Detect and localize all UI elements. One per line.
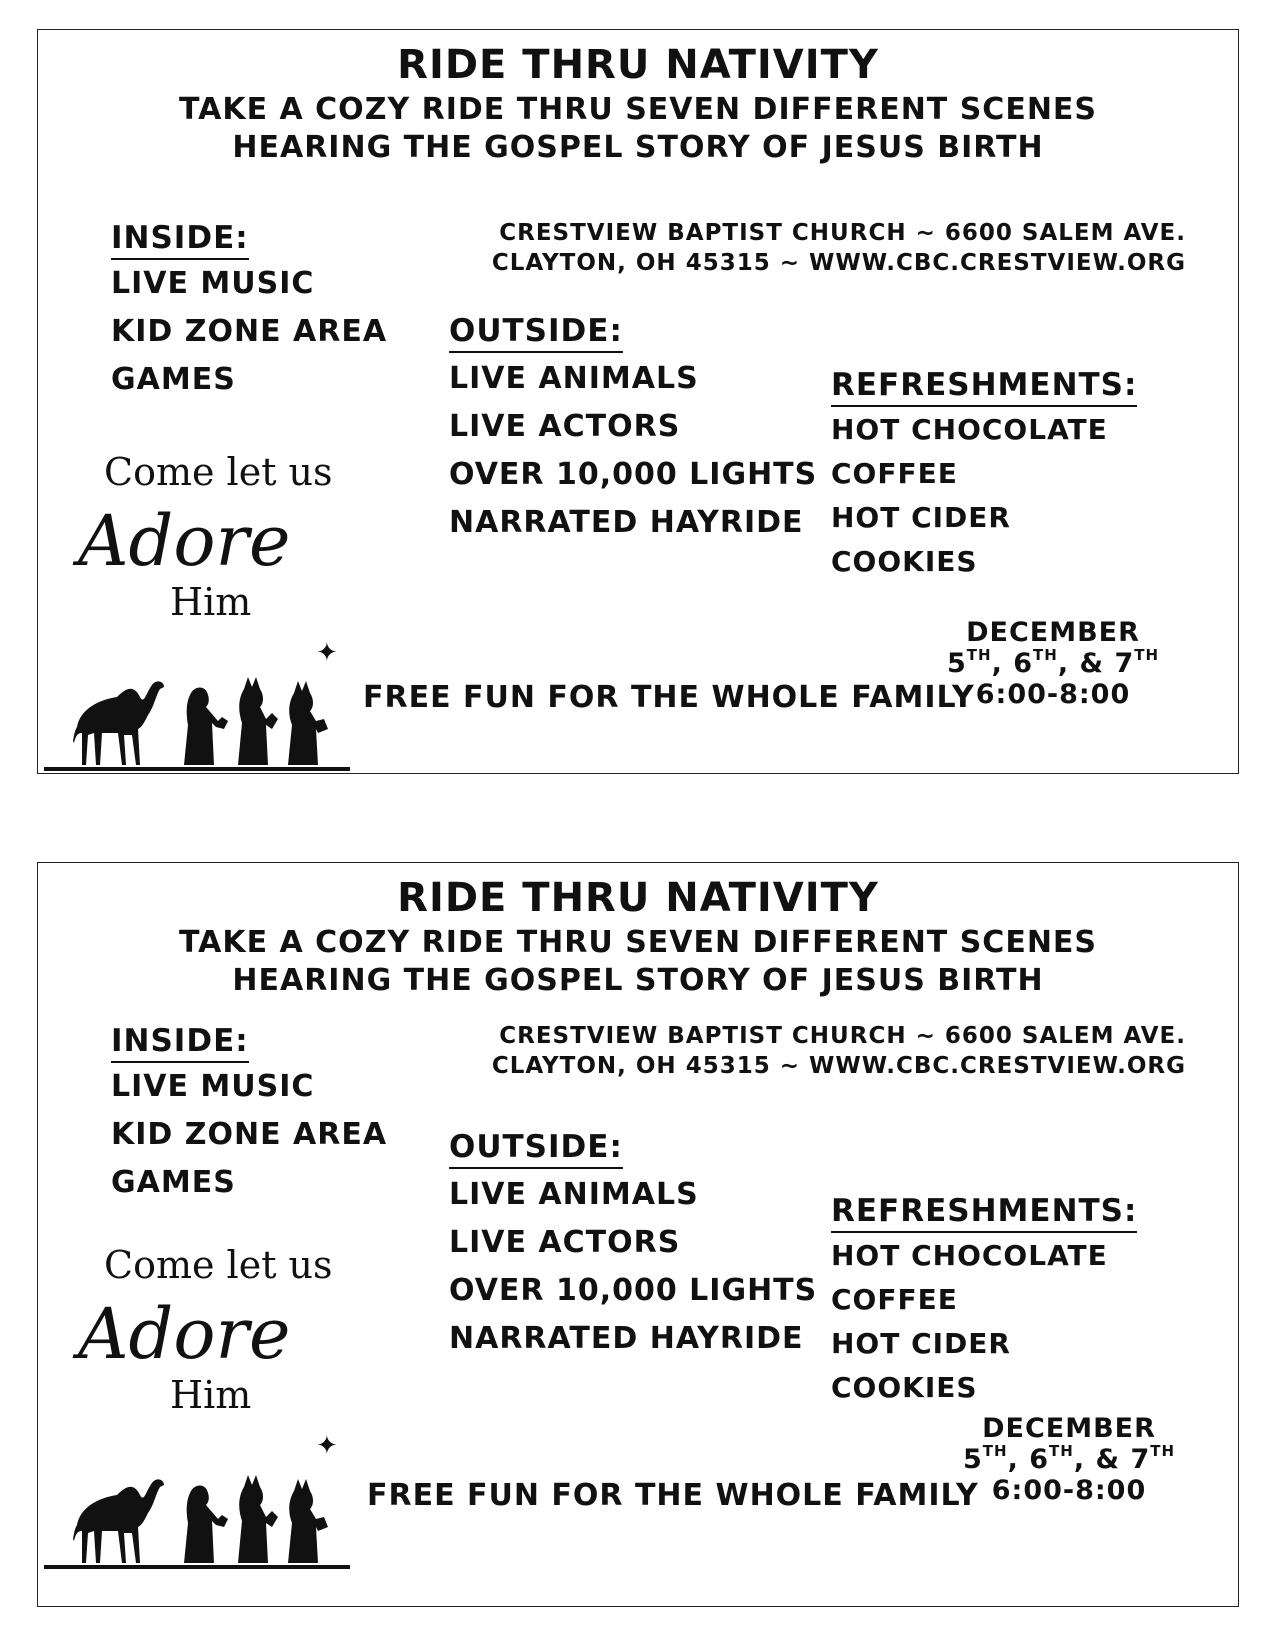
outside-item: LIVE ACTORS: [449, 1225, 681, 1260]
date-days: 5TH, 6TH, & 7TH: [962, 1442, 1176, 1475]
script-text-line2: Adore: [78, 1293, 291, 1375]
date-time: 6:00-8:00: [975, 679, 1131, 710]
address-line2: CLAYTON, OH 45315 ~ WWW.CBC.CRESTVIEW.ORG: [491, 1053, 1186, 1079]
refreshment-item: HOT CIDER: [831, 1327, 1011, 1360]
flyer-subtitle-line1: TAKE A COZY RIDE THRU SEVEN DIFFERENT SCENES: [178, 925, 1098, 960]
inside-heading: INSIDE:: [111, 1023, 249, 1063]
script-text-line3: Him: [170, 580, 252, 624]
inside-item: LIVE MUSIC: [111, 266, 315, 301]
address-line1: CRESTVIEW BAPTIST CHURCH ~ 6600 SALEM AVE.: [499, 1023, 1186, 1049]
address-line2: CLAYTON, OH 45315 ~ WWW.CBC.CRESTVIEW.ORG: [491, 250, 1186, 276]
flyer-title: RIDE THRU NATIVITY: [397, 875, 879, 921]
refreshment-item: HOT CHOCOLATE: [831, 1239, 1108, 1272]
refreshments-heading: REFRESHMENTS:: [831, 367, 1137, 407]
inside-item: LIVE MUSIC: [111, 1069, 315, 1104]
camel-and-wise-men-silhouette: [72, 1473, 352, 1568]
refreshment-item: COOKIES: [831, 545, 978, 578]
inside-item: KID ZONE AREA: [111, 314, 388, 349]
date-time: 6:00-8:00: [991, 1475, 1147, 1506]
script-text-line1: Come let us: [104, 1243, 333, 1287]
ground-line: [44, 767, 350, 771]
refreshment-item: COOKIES: [831, 1371, 978, 1404]
outside-heading: OUTSIDE:: [449, 1129, 623, 1169]
refreshment-item: HOT CHOCOLATE: [831, 413, 1108, 446]
star-icon: ✦: [316, 1431, 338, 1461]
refreshment-item: COFFEE: [831, 1283, 958, 1316]
refreshments-heading: REFRESHMENTS:: [831, 1193, 1137, 1233]
outside-item: NARRATED HAYRIDE: [449, 1321, 804, 1356]
refreshment-item: COFFEE: [831, 457, 958, 490]
inside-heading: INSIDE:: [111, 220, 249, 260]
date-days: 5TH, 6TH, & 7TH: [946, 646, 1160, 679]
event-date: [959, 1413, 1179, 1506]
flyer-subtitle-line2: HEARING THE GOSPEL STORY OF JESUS BIRTH: [232, 963, 1044, 998]
script-text-line1: Come let us: [104, 450, 333, 494]
camel-and-wise-men-silhouette: [72, 675, 352, 770]
ground-line: [44, 1565, 350, 1569]
outside-item: NARRATED HAYRIDE: [449, 505, 804, 540]
event-date: [943, 617, 1163, 710]
flyer-bottom: [37, 862, 1239, 1607]
flyer-subtitle-line2: HEARING THE GOSPEL STORY OF JESUS BIRTH: [232, 130, 1044, 165]
inside-item: KID ZONE AREA: [111, 1117, 388, 1152]
refreshment-item: HOT CIDER: [831, 501, 1011, 534]
outside-item: LIVE ANIMALS: [449, 1177, 699, 1212]
date-month: DECEMBER: [982, 1413, 1156, 1444]
outside-item: LIVE ANIMALS: [449, 361, 699, 396]
flyer-subtitle-line1: TAKE A COZY RIDE THRU SEVEN DIFFERENT SCENES: [178, 92, 1098, 127]
outside-heading: OUTSIDE:: [449, 313, 623, 353]
script-text-line2: Adore: [78, 500, 291, 582]
outside-item: LIVE ACTORS: [449, 409, 681, 444]
tagline: FREE FUN FOR THE WHOLE FAMILY: [363, 680, 975, 715]
outside-item: OVER 10,000 LIGHTS: [449, 1273, 818, 1308]
script-text-line3: Him: [170, 1373, 252, 1417]
address-line1: CRESTVIEW BAPTIST CHURCH ~ 6600 SALEM AVE.: [499, 220, 1186, 246]
tagline: FREE FUN FOR THE WHOLE FAMILY: [367, 1478, 979, 1513]
star-icon: ✦: [316, 638, 338, 668]
flyer-title: RIDE THRU NATIVITY: [397, 42, 879, 88]
inside-item: GAMES: [111, 1165, 236, 1200]
flyer-top: [37, 29, 1239, 774]
date-month: DECEMBER: [966, 617, 1140, 648]
outside-item: OVER 10,000 LIGHTS: [449, 457, 818, 492]
inside-item: GAMES: [111, 362, 236, 397]
